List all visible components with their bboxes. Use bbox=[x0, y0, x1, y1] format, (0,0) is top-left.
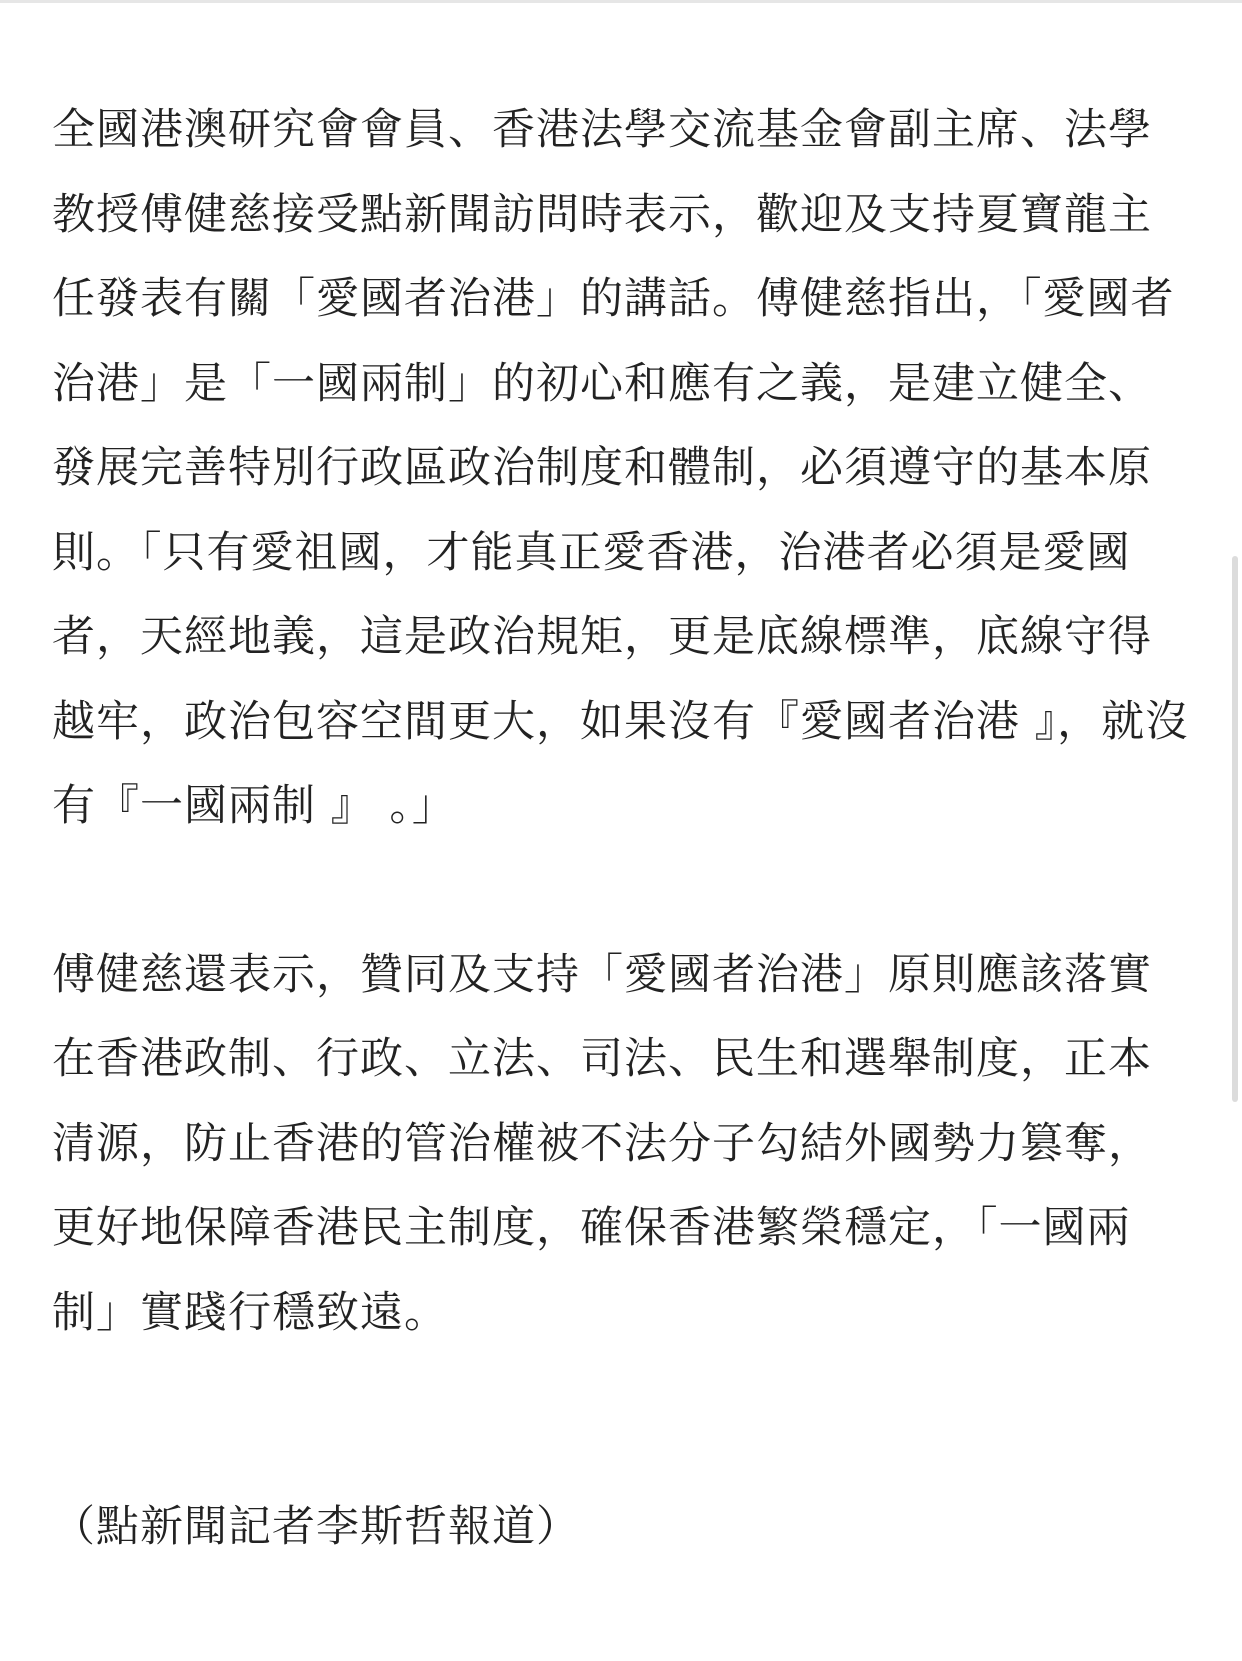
scrollbar-thumb[interactable] bbox=[1232, 556, 1238, 1102]
scrollbar[interactable] bbox=[1228, 0, 1242, 1661]
top-divider bbox=[0, 0, 1242, 3]
article-body bbox=[52, 88, 1192, 1355]
article-paragraph-2: 傅健慈還表示，贊同及支持「愛國者治港」原則應該落實在香港政制、行政、立法、司法、民生和選舉制度，正本清源，防止香港的管治權被不法分子勾結外國勢力篡奪，更好地保障香港民主制度，確保香港繁榮穩定，「一國兩制」實踐行穩致遠。 bbox=[52, 949, 1152, 1338]
article-paragraph-1: 全國港澳研究會會員、香港法學交流基金會副主席、法學教授傅健慈接受點新聞訪問時表示，歡迎及支持夏寶龍主任發表有關「愛國者治港」的講話。傅健慈指出，「愛國者治港」是「一國兩制」的初心和應有之義，是建立健全、發展完善特別行政區政治制度和體制，必須遵守的基本原則。「只有愛祖國，才能真正愛香港，治港者必須是愛國者，天經地義，這是政治規矩，更是底線標準，底線守得越牢，政治包容空間更大，如果沒有『愛國者治港 』，就沒有『一國兩制 』 。」 bbox=[52, 105, 1190, 831]
reporter-byline: （點新聞記者李斯哲報道） bbox=[52, 1502, 580, 1552]
